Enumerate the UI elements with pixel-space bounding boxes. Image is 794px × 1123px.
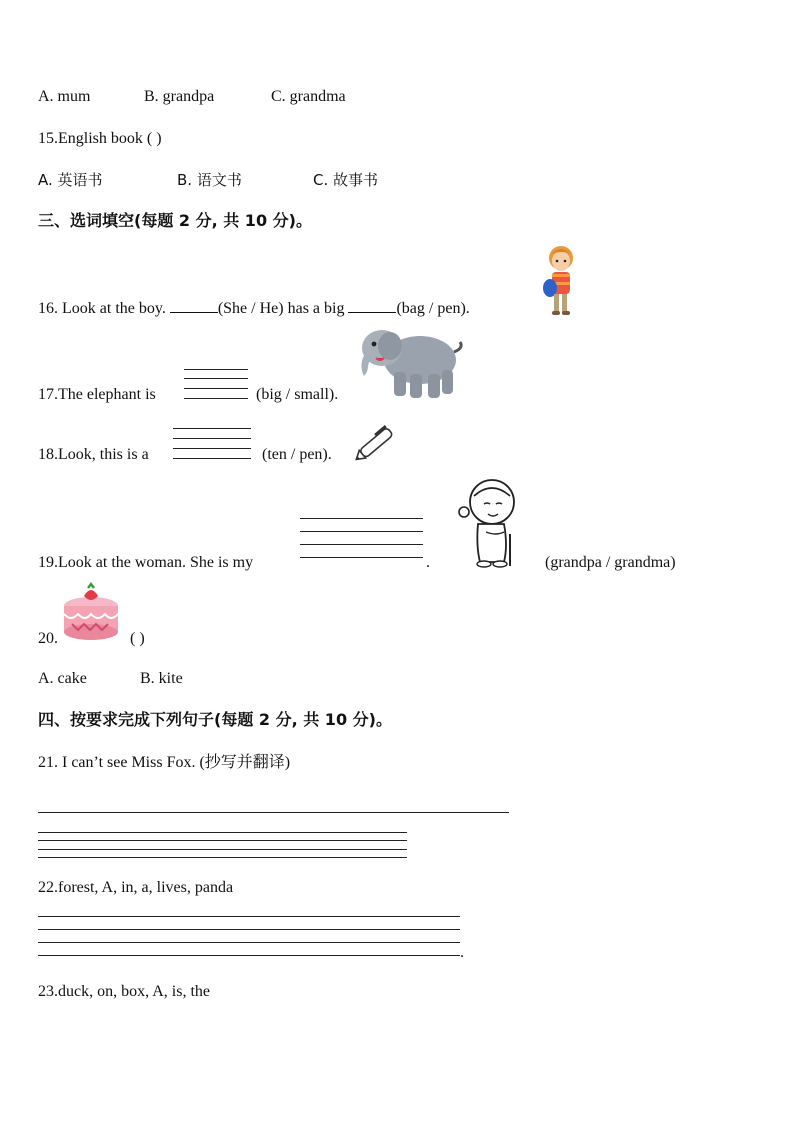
- q20-option-b: B. kite: [140, 670, 183, 687]
- q14-option-c: C. grandma: [271, 88, 346, 105]
- q20-option-a: A. cake: [38, 670, 87, 687]
- q16-part1: 16. Look at the boy.: [38, 300, 166, 317]
- q16-part2: (She / He) has a big: [217, 300, 345, 317]
- q19-stem: 19.Look at the woman. She is my: [38, 554, 254, 571]
- q16-blank-1[interactable]: [170, 312, 218, 313]
- q20-answer-paren[interactable]: ( ): [130, 630, 145, 647]
- q14-option-b: B. grandpa: [144, 88, 215, 105]
- q18-choice: (ten / pen).: [262, 446, 332, 463]
- q19-writing-lines[interactable]: [300, 517, 423, 559]
- q18-stem: 18.Look, this is a: [38, 446, 149, 463]
- q19-period: .: [426, 554, 430, 571]
- q17-choice: (big / small).: [256, 386, 339, 403]
- cake-icon: [60, 582, 122, 642]
- q20-number: 20.: [38, 630, 58, 647]
- q16-part3: (bag / pen).: [396, 300, 470, 317]
- q15-option-b: B. 语文书: [177, 171, 242, 189]
- section-3-heading: 三、选词填空(每题 2 分, 共 10 分)。: [38, 211, 312, 230]
- q14-option-a: A. mum: [38, 88, 91, 105]
- elephant-icon: [354, 324, 466, 402]
- q17-stem: 17.The elephant is: [38, 386, 156, 403]
- q15-option-a: A. 英语书: [38, 171, 103, 189]
- boy-with-backpack-icon: [540, 244, 582, 318]
- q22-writing-lines[interactable]: [38, 915, 460, 957]
- q19-choice: (grandpa / grandma): [545, 554, 676, 571]
- q17-writing-lines[interactable]: [184, 368, 248, 402]
- grandma-icon: [456, 476, 526, 568]
- section-4-heading: 四、按要求完成下列句子(每题 2 分, 共 10 分)。: [38, 710, 392, 729]
- q21-stem: 21. I can’t see Miss Fox. (抄写并翻译): [38, 754, 291, 771]
- q22-stem: 22.forest, A, in, a, lives, panda: [38, 879, 234, 896]
- q18-writing-lines[interactable]: [173, 427, 251, 461]
- q16-sentence: [38, 300, 470, 318]
- q21-translate-lines[interactable]: [38, 831, 407, 859]
- q15-stem: 15.English book ( ): [38, 130, 162, 147]
- q15-option-c: C. 故事书: [313, 171, 379, 189]
- pen-icon: [350, 418, 404, 466]
- q16-blank-2[interactable]: [348, 312, 396, 313]
- q21-copy-line[interactable]: [38, 812, 509, 814]
- q22-period: .: [460, 944, 464, 961]
- q23-stem: 23.duck, on, box, A, is, the: [38, 983, 210, 1000]
